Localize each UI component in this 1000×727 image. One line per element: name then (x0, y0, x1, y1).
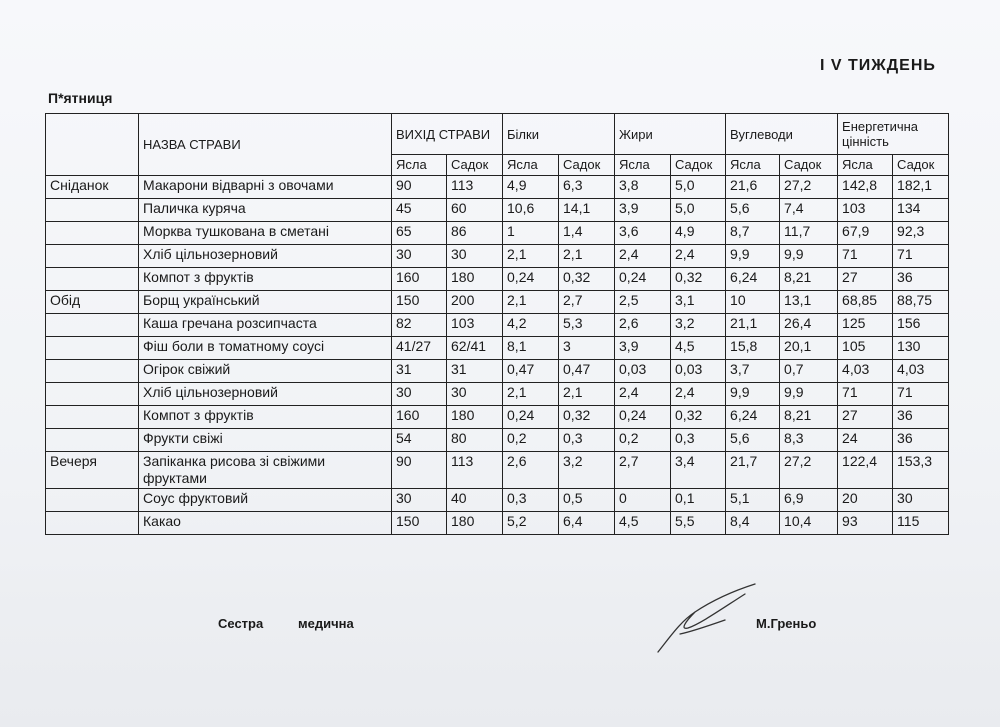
value-cell: 6,24 (726, 268, 780, 291)
meal-cell: Сніданок (46, 176, 139, 199)
value-cell: 5,0 (671, 199, 726, 222)
signature-role-word1: Сестра (218, 616, 264, 631)
value-cell: 8,21 (780, 268, 838, 291)
value-cell: 4,9 (503, 176, 559, 199)
dish-name-cell: Фіш боли в томатному соусі (139, 337, 392, 360)
value-cell: 30 (392, 383, 447, 406)
table-row (46, 337, 949, 360)
subheader-nursery: Ясла (392, 155, 447, 176)
value-cell: 0,1 (671, 489, 726, 512)
value-cell: 2,6 (503, 452, 559, 489)
value-cell: 88,75 (893, 291, 949, 314)
value-cell: 27 (838, 406, 893, 429)
meal-cell: Вечеря (46, 452, 139, 489)
value-cell: 65 (392, 222, 447, 245)
subheader-nursery: Ясла (615, 155, 671, 176)
value-cell: 125 (838, 314, 893, 337)
value-cell: 36 (893, 268, 949, 291)
energy-column-header: Енергетична цінність (838, 114, 949, 155)
table-row (46, 314, 949, 337)
table-row (46, 383, 949, 406)
dish-name-cell: Компот з фруктів (139, 406, 392, 429)
value-cell: 0,32 (559, 268, 615, 291)
table-row (46, 429, 949, 452)
value-cell: 40 (447, 489, 503, 512)
value-cell: 30 (447, 245, 503, 268)
signature-role-word2: медична (298, 616, 354, 631)
value-cell: 15,8 (726, 337, 780, 360)
meal-cell (46, 360, 139, 383)
table-row (46, 360, 949, 383)
value-cell: 105 (838, 337, 893, 360)
meal-cell (46, 512, 139, 535)
value-cell: 26,4 (780, 314, 838, 337)
subheader-nursery: Ясла (838, 155, 893, 176)
value-cell: 3,9 (615, 337, 671, 360)
value-cell: 21,1 (726, 314, 780, 337)
value-cell: 0,32 (671, 268, 726, 291)
subheader-kindergarten: Садок (893, 155, 949, 176)
value-cell: 6,3 (559, 176, 615, 199)
menu-table (45, 113, 949, 535)
value-cell: 4,5 (615, 512, 671, 535)
value-cell: 2,7 (615, 452, 671, 489)
menu-body (46, 176, 949, 535)
value-cell: 182,1 (893, 176, 949, 199)
value-cell: 21,6 (726, 176, 780, 199)
subheader-kindergarten: Садок (559, 155, 615, 176)
table-row (46, 489, 949, 512)
subheader-nursery: Ясла (503, 155, 559, 176)
value-cell: 3,8 (615, 176, 671, 199)
value-cell: 0,24 (503, 268, 559, 291)
value-cell: 122,4 (838, 452, 893, 489)
value-cell: 86 (447, 222, 503, 245)
value-cell: 180 (447, 268, 503, 291)
value-cell: 5,5 (671, 512, 726, 535)
value-cell: 4,03 (893, 360, 949, 383)
yield-column-header: ВИХІД СТРАВИ (392, 114, 503, 155)
value-cell: 7,4 (780, 199, 838, 222)
value-cell: 156 (893, 314, 949, 337)
meal-cell (46, 245, 139, 268)
protein-column-header: Білки (503, 114, 615, 155)
meal-cell (46, 406, 139, 429)
value-cell: 3 (559, 337, 615, 360)
dish-name-cell: Каша гречана розсипчаста (139, 314, 392, 337)
value-cell: 27,2 (780, 452, 838, 489)
value-cell: 2,4 (615, 383, 671, 406)
value-cell: 3,2 (671, 314, 726, 337)
value-cell: 4,03 (838, 360, 893, 383)
value-cell: 103 (838, 199, 893, 222)
value-cell: 0,24 (503, 406, 559, 429)
value-cell: 8,7 (726, 222, 780, 245)
dish-name-cell: Фрукти свіжі (139, 429, 392, 452)
meal-cell (46, 222, 139, 245)
value-cell: 31 (392, 360, 447, 383)
value-cell: 20 (838, 489, 893, 512)
value-cell: 130 (893, 337, 949, 360)
value-cell: 9,9 (780, 245, 838, 268)
dish-name-cell: Хліб цільнозерновий (139, 383, 392, 406)
carbs-column-header: Вуглеводи (726, 114, 838, 155)
value-cell: 9,9 (726, 245, 780, 268)
value-cell: 0,2 (615, 429, 671, 452)
subheader-kindergarten: Садок (780, 155, 838, 176)
signature-name: М.Греньо (756, 616, 817, 631)
week-label: I V ТИЖДЕНЬ (820, 57, 936, 74)
value-cell: 1,4 (559, 222, 615, 245)
value-cell: 113 (447, 176, 503, 199)
table-row (46, 199, 949, 222)
value-cell: 80 (447, 429, 503, 452)
dish-name-cell: Соус фруктовий (139, 489, 392, 512)
meal-cell (46, 337, 139, 360)
dish-column-header: НАЗВА СТРАВИ (139, 114, 392, 176)
subheader-kindergarten: Садок (671, 155, 726, 176)
value-cell: 2,7 (559, 291, 615, 314)
value-cell: 20,1 (780, 337, 838, 360)
value-cell: 5,6 (726, 199, 780, 222)
value-cell: 5,1 (726, 489, 780, 512)
value-cell: 30 (392, 245, 447, 268)
table-row (46, 406, 949, 429)
value-cell: 115 (893, 512, 949, 535)
value-cell: 2,4 (615, 245, 671, 268)
value-cell: 200 (447, 291, 503, 314)
value-cell: 0,3 (671, 429, 726, 452)
value-cell: 5,3 (559, 314, 615, 337)
value-cell: 30 (392, 489, 447, 512)
value-cell: 180 (447, 406, 503, 429)
value-cell: 1 (503, 222, 559, 245)
value-cell: 3,4 (671, 452, 726, 489)
value-cell: 180 (447, 512, 503, 535)
dish-name-cell: Макарони відварні з овочами (139, 176, 392, 199)
value-cell: 36 (893, 429, 949, 452)
value-cell: 30 (893, 489, 949, 512)
value-cell: 71 (838, 245, 893, 268)
table-row (46, 176, 949, 199)
meal-cell (46, 199, 139, 222)
value-cell: 160 (392, 268, 447, 291)
dish-name-cell: Какао (139, 512, 392, 535)
value-cell: 93 (838, 512, 893, 535)
value-cell: 0,24 (615, 406, 671, 429)
value-cell: 24 (838, 429, 893, 452)
value-cell: 4,9 (671, 222, 726, 245)
fat-column-header: Жири (615, 114, 726, 155)
value-cell: 6,4 (559, 512, 615, 535)
value-cell: 142,8 (838, 176, 893, 199)
value-cell: 90 (392, 452, 447, 489)
value-cell: 6,9 (780, 489, 838, 512)
value-cell: 62/41 (447, 337, 503, 360)
value-cell: 5,2 (503, 512, 559, 535)
dish-name-cell: Запіканка рисова зі свіжими фруктами (139, 452, 392, 489)
meal-cell (46, 489, 139, 512)
value-cell: 0,7 (780, 360, 838, 383)
subheader-kindergarten: Садок (447, 155, 503, 176)
value-cell: 0,03 (615, 360, 671, 383)
dish-name-cell: Компот з фруктів (139, 268, 392, 291)
value-cell: 90 (392, 176, 447, 199)
value-cell: 153,3 (893, 452, 949, 489)
dish-name-cell: Борщ український (139, 291, 392, 314)
value-cell: 150 (392, 512, 447, 535)
value-cell: 8,3 (780, 429, 838, 452)
value-cell: 60 (447, 199, 503, 222)
table-row (46, 245, 949, 268)
value-cell: 71 (893, 245, 949, 268)
meal-cell (46, 383, 139, 406)
value-cell: 3,6 (615, 222, 671, 245)
value-cell: 8,1 (503, 337, 559, 360)
value-cell: 92,3 (893, 222, 949, 245)
subheader-nursery: Ясла (726, 155, 780, 176)
value-cell: 71 (893, 383, 949, 406)
value-cell: 41/27 (392, 337, 447, 360)
table-row (46, 222, 949, 245)
value-cell: 2,5 (615, 291, 671, 314)
value-cell: 0,2 (503, 429, 559, 452)
value-cell: 2,1 (503, 245, 559, 268)
value-cell: 4,5 (671, 337, 726, 360)
table-row (46, 512, 949, 535)
dish-name-cell: Паличка куряча (139, 199, 392, 222)
value-cell: 9,9 (726, 383, 780, 406)
value-cell: 0,03 (671, 360, 726, 383)
value-cell: 10,4 (780, 512, 838, 535)
value-cell: 21,7 (726, 452, 780, 489)
meal-cell (46, 314, 139, 337)
value-cell: 2,6 (615, 314, 671, 337)
value-cell: 31 (447, 360, 503, 383)
value-cell: 103 (447, 314, 503, 337)
meal-cell (46, 429, 139, 452)
handwritten-signature (650, 582, 760, 657)
value-cell: 2,1 (559, 245, 615, 268)
value-cell: 0,5 (559, 489, 615, 512)
dish-name-cell: Морква тушкована в сметані (139, 222, 392, 245)
table-row (46, 452, 949, 489)
value-cell: 5,0 (671, 176, 726, 199)
value-cell: 14,1 (559, 199, 615, 222)
value-cell: 27 (838, 268, 893, 291)
value-cell: 160 (392, 406, 447, 429)
value-cell: 2,4 (671, 383, 726, 406)
value-cell: 2,1 (503, 291, 559, 314)
value-cell: 11,7 (780, 222, 838, 245)
value-cell: 3,7 (726, 360, 780, 383)
value-cell: 6,24 (726, 406, 780, 429)
value-cell: 0,47 (559, 360, 615, 383)
value-cell: 27,2 (780, 176, 838, 199)
value-cell: 8,21 (780, 406, 838, 429)
value-cell: 68,85 (838, 291, 893, 314)
value-cell: 10,6 (503, 199, 559, 222)
value-cell: 5,6 (726, 429, 780, 452)
value-cell: 150 (392, 291, 447, 314)
value-cell: 54 (392, 429, 447, 452)
value-cell: 2,1 (559, 383, 615, 406)
value-cell: 134 (893, 199, 949, 222)
value-cell: 82 (392, 314, 447, 337)
value-cell: 3,2 (559, 452, 615, 489)
value-cell: 67,9 (838, 222, 893, 245)
value-cell: 71 (838, 383, 893, 406)
value-cell: 10 (726, 291, 780, 314)
day-label: П*ятниця (48, 90, 113, 106)
value-cell: 0,3 (559, 429, 615, 452)
value-cell: 45 (392, 199, 447, 222)
value-cell: 0 (615, 489, 671, 512)
table-row (46, 268, 949, 291)
value-cell: 36 (893, 406, 949, 429)
value-cell: 0,32 (671, 406, 726, 429)
value-cell: 2,4 (671, 245, 726, 268)
meal-column-header (46, 114, 139, 176)
value-cell: 3,9 (615, 199, 671, 222)
meal-cell: Обід (46, 291, 139, 314)
value-cell: 2,1 (503, 383, 559, 406)
value-cell: 4,2 (503, 314, 559, 337)
value-cell: 0,24 (615, 268, 671, 291)
value-cell: 113 (447, 452, 503, 489)
value-cell: 0,47 (503, 360, 559, 383)
table-row (46, 291, 949, 314)
value-cell: 8,4 (726, 512, 780, 535)
dish-name-cell: Хліб цільнозерновий (139, 245, 392, 268)
value-cell: 9,9 (780, 383, 838, 406)
value-cell: 0,32 (559, 406, 615, 429)
meal-cell (46, 268, 139, 291)
value-cell: 0,3 (503, 489, 559, 512)
dish-name-cell: Огірок свіжий (139, 360, 392, 383)
value-cell: 30 (447, 383, 503, 406)
value-cell: 3,1 (671, 291, 726, 314)
value-cell: 13,1 (780, 291, 838, 314)
